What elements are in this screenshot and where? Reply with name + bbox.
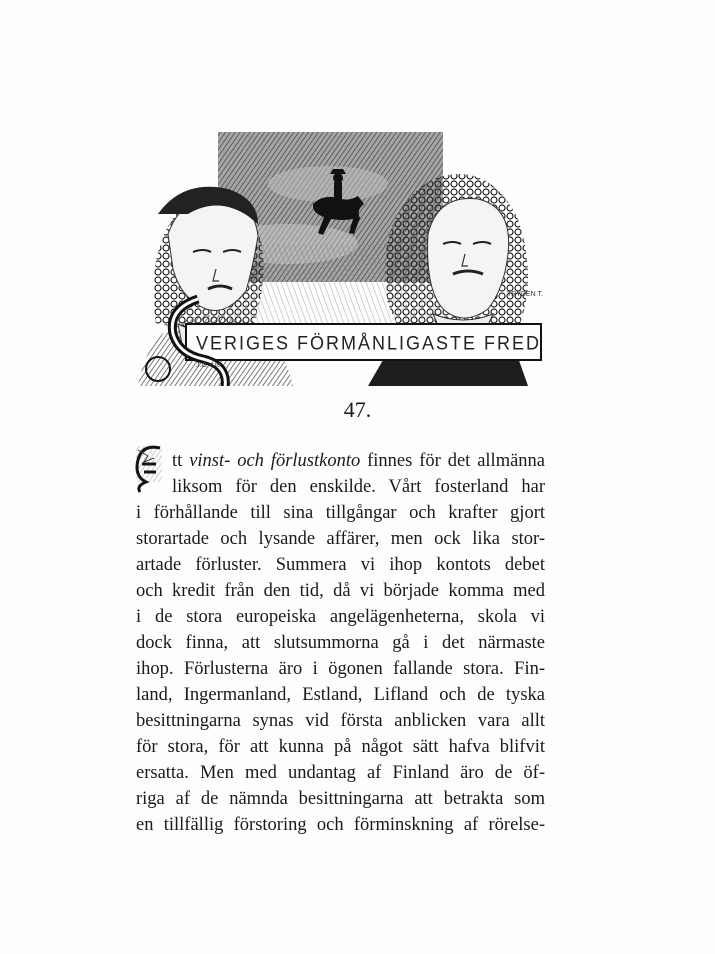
text-line-1: tt vinst- och förlustkonto finnes för det allmänna [172,451,546,471]
text-line-15: en tillfällig förstoring och förminskning af rörelse- [136,815,545,835]
text-line-13: ersatta. Men med undantag af Finland äro de öf- [136,763,545,783]
text-line-9: ihop. Förlusterna äro i ögonen fallande stora. Fin- [136,659,545,679]
banner-title: VERIGES FÖRMÅNLIGASTE FRED [196,332,542,354]
text-line-8: dock finna, att slutsummorna gå i det närmaste [136,633,545,653]
text-line-5: artade förluster. Summera vi ihop kontots debet [136,555,545,575]
text-line-12: för stora, för att kunna på något sätt hafva blifvit [136,737,545,757]
page-number: 47. [343,397,372,422]
text-line-4: storartade och lysande affärer, men ock lika stor- [136,529,545,549]
drop-cap-initial [132,442,170,494]
text-line-3: i förhållande till sina tillgångar och krafter gjort [136,503,545,523]
text-line-11: besittningarna synas vid första anblicken vara allt [136,711,545,731]
body-text [136,448,545,838]
text-line-14: riga af de nämnda besittningarna att betrakta som [136,789,545,809]
text-line-6: och kredit från den tid, då vi började komma med [136,581,545,601]
text-line-7: i de stora europeiska angelägenheterna, skola vi [136,607,545,627]
drop-cap-e-icon [132,442,170,494]
text-line-2: liksom för den enskilde. Vårt fosterland har [172,477,545,497]
artist-signature-right: TRYDEN T. [507,291,543,298]
text-line-10: land, Ingermanland, Estland, Lifland och de tyska [136,685,545,705]
artist-signature-left: J.G.-f.te [196,362,221,369]
